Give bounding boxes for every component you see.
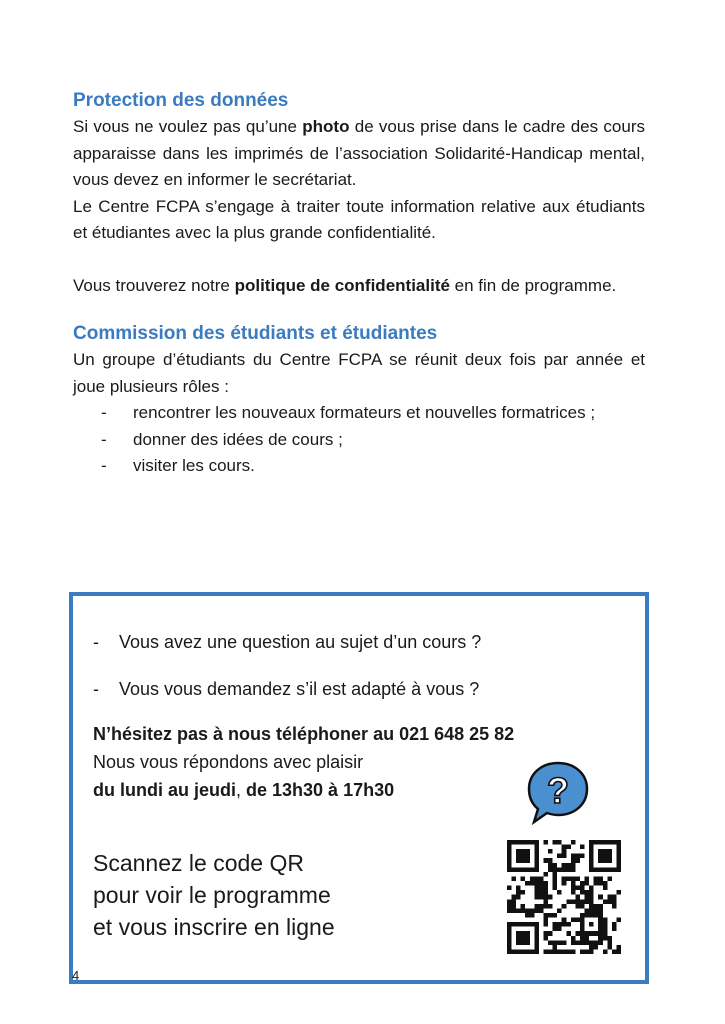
page-number: 4 (72, 968, 80, 983)
contact-box (69, 592, 649, 984)
page-content (73, 88, 645, 480)
roles-list (73, 400, 645, 480)
days-text: du lundi au jeudi (93, 780, 236, 800)
text-bold: politique de confidentialité (234, 275, 450, 295)
question-bubble-icon (525, 760, 591, 826)
hours-text: de 13h30 à 17h30 (246, 780, 395, 800)
phone-line: N’hésitez pas à nous téléphoner au 021 648 25 82 (93, 724, 515, 744)
section-title-protection: Protection des données (73, 90, 289, 111)
text-segment: Si vous ne voulez pas qu’une (73, 117, 303, 136)
reply-line: Nous vous répondons avec plaisir (93, 752, 364, 772)
svg-text:?: ? (547, 770, 569, 811)
paragraph-policy (73, 273, 645, 300)
text-segment: Vous trouverez notre (73, 275, 235, 295)
question-line-1: - Vous avez une question au sujet d’un cours ? (93, 632, 482, 652)
scan-line: pour voir le programme (93, 882, 331, 908)
paragraph-commission-intro: Un groupe d’étudiants du Centre FCPA se réunit deux fois par année et joue plusieurs rôles : (73, 350, 645, 396)
section-title-commission: Commission des étudiants et étudiantes (73, 323, 438, 344)
scan-line: Scannez le code QR (93, 850, 304, 876)
scan-line: et vous inscrire en ligne (93, 914, 335, 940)
hours-line (93, 776, 514, 804)
call-block (93, 720, 514, 804)
separator-text: , (236, 780, 247, 800)
paragraph-confidentiality: Le Centre FCPA s’engage à traiter toute information relative aux étudiants et étudiantes avec la plus grande confidentialité. (73, 196, 645, 242)
question-line-2: - Vous vous demandez s’il est adapté à vous ? (93, 679, 480, 699)
qr-code-icon[interactable] (507, 840, 621, 954)
question-text: Vous avez une question au sujet d’un cours ? (119, 632, 482, 652)
text-bold: photo (302, 117, 350, 136)
question-text: Vous vous demandez s’il est adapté à vous ? (119, 679, 480, 699)
list-item: - visiter les cours. (73, 453, 645, 480)
scan-text (93, 847, 335, 943)
paragraph-photo (73, 114, 645, 194)
list-item: - donner des idées de cours ; (73, 427, 645, 454)
text-segment: de vous prise dans le cadre des cours apparaisse dans les imprimés de l’association Solidarité-Handicap mental, vous devez en informer le secrétariat. (73, 117, 645, 189)
list-item: - rencontrer les nouveaux formateurs et nouvelles formatrices ; (73, 400, 645, 427)
text-segment: en fin de programme. (449, 275, 617, 295)
